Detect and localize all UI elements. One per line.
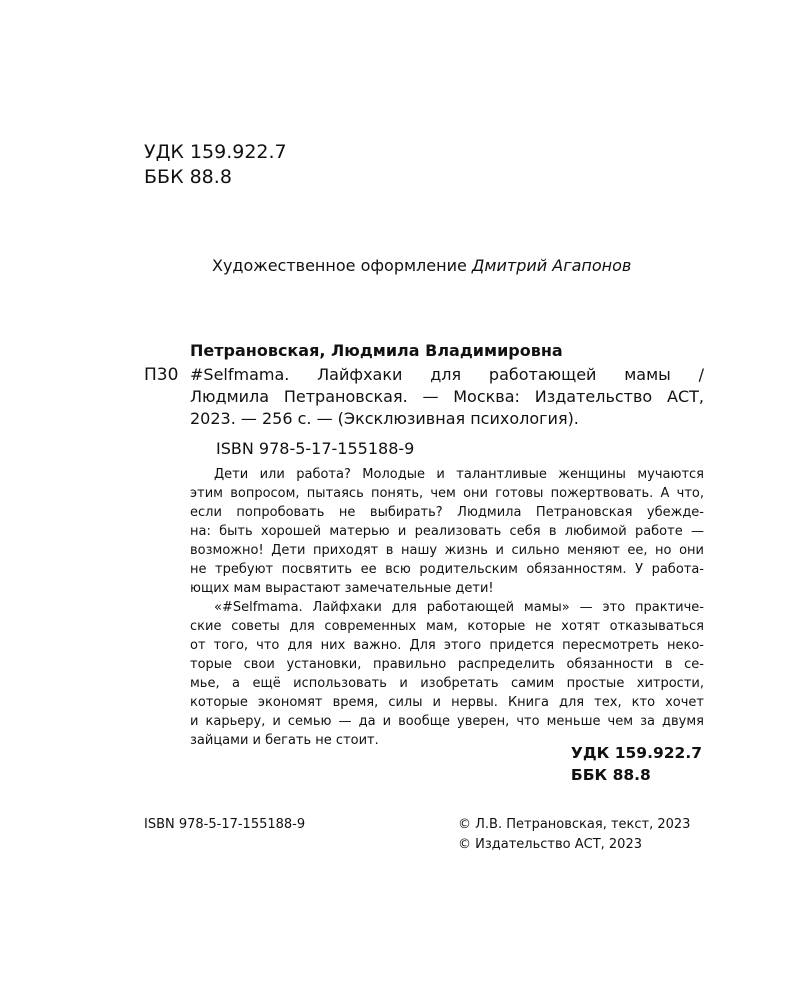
udk-code-bottom: УДК 159.922.7 <box>570 744 702 762</box>
catalog-isbn: ISBN 978-5-17-155188-9 <box>216 439 415 458</box>
annotation-line: возможно! Дети приходят в нашу жизнь и сильно меняют ее, но они <box>190 543 704 558</box>
classification-top <box>144 140 287 190</box>
footer-isbn: ISBN 978-5-17-155188-9 <box>144 817 306 832</box>
udk-code: УДК 159.922.7 <box>144 141 287 163</box>
annotation-line: зайцами и бегать не стоит. <box>190 733 379 748</box>
annotation-line: если попробовать не выбирать? Людмила Петрановская убежде- <box>190 505 704 520</box>
annotation-line: которые экономят время, силы и нервы. Книга для тех, кто хочет <box>190 695 704 710</box>
annotation-line: не требуют посвятить ее всю родительским обязанностям. У работа- <box>190 562 704 577</box>
design-credit-artist: Дмитрий Агапонов <box>471 256 632 275</box>
bibliographic-description <box>190 364 704 430</box>
copyright-block <box>458 815 690 855</box>
biblio-line: #Selfmama. Лайфхаки для работающей мамы / <box>190 365 704 384</box>
catalog-author: Петрановская, Людмила Владимировна <box>190 341 563 360</box>
design-credit-label: Художественное оформление <box>212 256 467 275</box>
biblio-line: Людмила Петрановская. — Москва: Издательство АСТ, <box>190 387 704 406</box>
design-credit <box>212 255 631 277</box>
annotation-line: торые свои установки, правильно распределить обязанности в се- <box>190 657 704 672</box>
annotation-line: на: быть хорошей матерью и реализовать себя в любимой работе — <box>190 524 704 539</box>
bbk-code: ББК 88.8 <box>144 166 232 188</box>
annotation-line: этим вопросом, пытаясь понять, чем они готовы пожертвовать. А что, <box>190 486 704 501</box>
annotation <box>190 465 704 750</box>
copyright-author: © Л.В. Петрановская, текст, 2023 <box>458 817 691 832</box>
annotation-line: Дети или работа? Молодые и талантливые женщины мучаются <box>214 467 704 482</box>
copyright-publisher: © Издательство АСТ, 2023 <box>458 837 642 852</box>
annotation-line: от того, что для них важно. Для этого придется пересмотреть неко- <box>190 638 704 653</box>
author-sign-code: П30 <box>144 365 179 385</box>
annotation-line: мье, а ещё использовать и изобретать самим простые хитрости, <box>190 676 704 691</box>
annotation-line: «#Selfmama. Лайфхаки для работающей мамы» — это практиче- <box>214 600 704 615</box>
classification-bottom <box>571 742 702 786</box>
annotation-line: и карьеру, и семью — да и вообще уверен, что меньше чем за двумя <box>190 714 704 729</box>
annotation-line: ские советы для современных мам, которые не хотят отказываться <box>190 619 704 634</box>
bbk-code-bottom: ББК 88.8 <box>570 766 651 784</box>
biblio-line: 2023. — 256 с. — (Эксклюзивная психология). <box>190 409 579 428</box>
annotation-line: ющих мам вырастают замечательные дети! <box>190 581 494 596</box>
